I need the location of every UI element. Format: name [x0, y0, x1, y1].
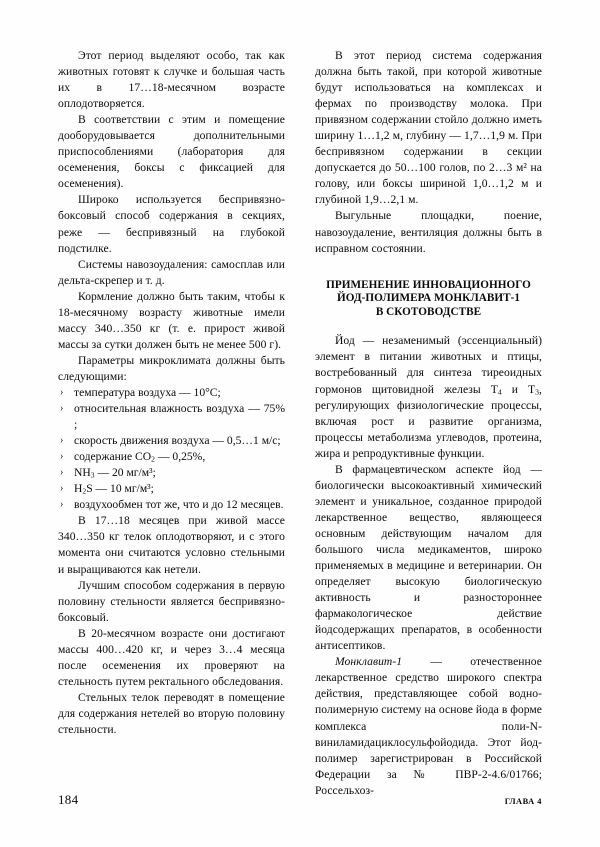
list-item-text-before: воздухообмен тот же, что и до 12 месяцев.	[74, 498, 284, 512]
bullet-marker: ›	[60, 467, 64, 479]
right-column	[315, 48, 542, 797]
list-item-text-before: NH	[74, 466, 91, 480]
list-item	[58, 385, 285, 401]
iodine-text-part-1: Йод — незаменимый (эссенциальный) элемент в питании животных и птицы, востребованный для синтеза тиреоидных гормонов щитовидной железы T	[315, 334, 542, 396]
paragraph: В этот период система содержания должна быть такой, при которой животные будут использоваться на комплексах и фермах по производству молока. При привязном содержании стойло должно иметь ширину 1…1,2 м, глубину — 1,7…1,9 м. При беспривязном содержании в секции допускается до 50…100 голов, по 2…3 м² на голову, или боксы шириной 1,0…1,2 м и глубиной 1,9…2,1 м.	[315, 49, 542, 207]
thyroid-hormone-t3-subscript: 3	[535, 387, 540, 397]
list-item-text-before: скорость движения воздуха — 0,5…1 м/с;	[74, 434, 281, 448]
paragraph-iodine	[315, 333, 542, 461]
thyroid-hormone-t4-subscript: 4	[497, 387, 502, 397]
microclimate-parameter-list	[58, 385, 285, 513]
list-item-text-after: — 0,25%,	[155, 450, 206, 464]
bullet-marker: ›	[60, 483, 64, 495]
iodine-text-part-2: и T	[501, 382, 536, 396]
list-item	[58, 401, 285, 433]
running-head-chapter: ГЛАВА 4	[504, 797, 542, 806]
paragraph: Параметры микроклимата должны быть следующими:	[58, 353, 285, 383]
paragraph: Кормление должно быть таким, чтобы к 18-месячному возрасту животные имели массу 340…350 кг (т. е. прирост живой массы за сутки должен быть не менее 500 г).	[58, 289, 285, 351]
list-item-text-before: H	[74, 482, 83, 496]
list-item-text-after: S — 10 мг/м³;	[86, 482, 154, 496]
bullet-marker: ›	[60, 386, 64, 398]
paragraph: В соответствии с этим и помещение дооборудовывается дополнительными приспособлениями (лаборатория для осеменения, боксы с фиксацией для осеменения).	[58, 113, 285, 191]
paragraph: Лучшим способом содержания в первую половину стельности является беспривязно-боксовый.	[58, 578, 285, 624]
section-heading	[315, 279, 542, 320]
list-item-text-before: относительная влажность воздуха — 75% ;	[74, 402, 285, 432]
list-item	[58, 497, 285, 513]
list-item-text-before: содержание CO	[74, 450, 152, 464]
product-name-monclavit: Монклавит-1	[335, 655, 403, 669]
paragraph: Широко используется беспривязно-боксовый способ содержания в секциях, реже — беспривязный на глубокой подстилке.	[58, 193, 285, 255]
bullet-marker: ›	[60, 451, 64, 463]
bullet-marker: ›	[60, 499, 64, 511]
bullet-marker: ›	[60, 435, 64, 447]
paragraph: В 17…18 месяцев при живой массе 340…350 кг телок оплодотворяют, и с этого момента они считаются условно стельными и выращиваются как нетели.	[58, 514, 285, 576]
section-heading-line-3: В СКОТОВОДСТВЕ	[375, 305, 482, 318]
list-item	[58, 481, 285, 497]
list-item	[58, 433, 285, 449]
paragraph: Стельных телок переводят в помещение для содержания нетелей во вторую половину стельности.	[58, 690, 285, 736]
list-item	[58, 449, 285, 465]
list-item-subscript: 3	[90, 470, 95, 480]
list-item	[58, 465, 285, 481]
list-item-text-after: — 20 мг/м³;	[94, 466, 156, 480]
paragraph: В фармацевтическом аспекте йод — биологически высокоактивный химический элемент и уникальное, созданное природой лекарственное вещество, являющееся основным действующим началом для большого числа медикаментов, широко применяемых в медицине и ветеринарии. Он определяет высокую биологическую активность и разностороннее фармакологическое действие йодсодержащих препаратов, в особенности антисептиков.	[315, 462, 542, 653]
paragraph: В 20-месячном возрасте они достигают массы 400…420 кг, и через 3…4 месяца после осеменения их проверяют на стельность путем ректального обследования.	[58, 626, 285, 688]
iodine-text-part-3: , регулирующих физиологические процессы, включая рост и развитие организма, процессы метаболизма углеводов, протеина, жира и репродуктивные функции.	[315, 382, 542, 460]
two-column-text-body	[58, 48, 542, 797]
paragraph: Выгульные площадки, поение, навозоудаление, вентиляция должны быть в исправном состоянии.	[315, 209, 542, 255]
paragraph-monclavit	[315, 654, 542, 798]
list-item-subscript: 2	[151, 454, 155, 464]
page-footer	[58, 792, 542, 812]
bullet-marker: ›	[60, 403, 64, 415]
section-heading-line-2: ЙОД-ПОЛИМЕРА МОНКЛАВИТ-1	[336, 292, 521, 305]
paragraph: Этот период выделяют особо, так как животных готовят к случке и большая часть их в 17…18-месячном возрасте оплодотворяется.	[58, 49, 285, 111]
list-item-subscript: 2	[82, 486, 87, 496]
monclavit-description: — отечественное лекарственное средство широкого спектра действия, представляющее собой водно-полимерную систему на основе йода в форме комплекса поли-N-виниламидациклосульфойодида. Этот йод-полимер зарегистрирован в Российской Федерации за № ПВР-2-4.6/01766; Россельхоз-	[315, 655, 542, 797]
list-item-text-before: температура воздуха — 10°C;	[74, 385, 221, 399]
page-number: 184	[58, 792, 79, 807]
paragraph: Системы навозоудаления: самосплав или дельта-скрепер и т. д.	[58, 257, 285, 287]
section-heading-line-1: ПРИМЕНЕНИЕ ИННОВАЦИОННОГО	[326, 278, 531, 291]
left-column	[58, 48, 285, 778]
